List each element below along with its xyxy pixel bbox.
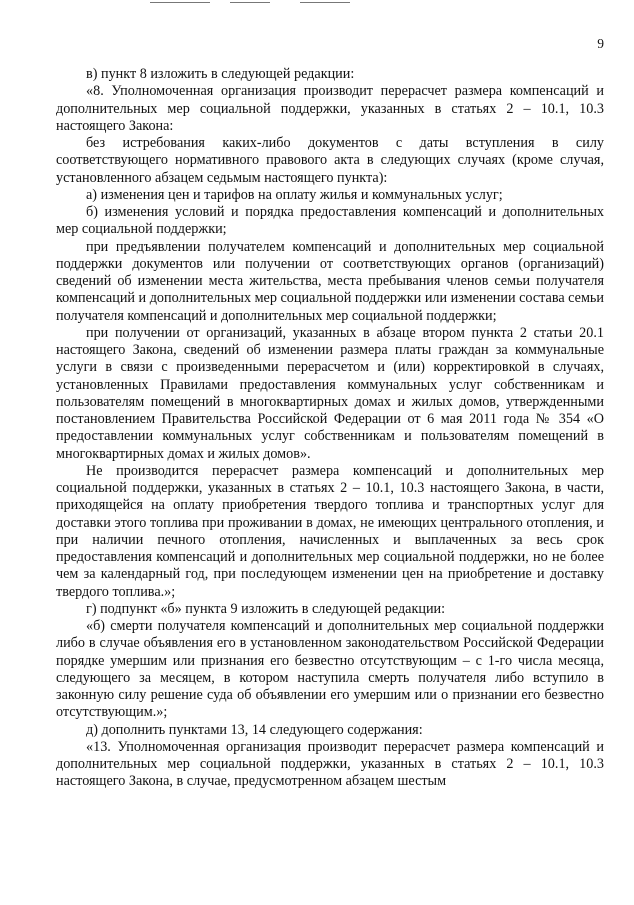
document-body: [56, 66, 604, 790]
paragraph-7: при получении от организаций, указанных в абзаце втором пункта 2 статьи 20.1 настоящего Закона, сведений об изменении размера платы граждан за коммунальные услуги в связи с произведенными перерасчетом и (или) корректировкой в случаях, установленных Правилами предоставления коммунальных услуг собственникам и пользователям помещений в многоквартирных домах и жилых домов, утвержденными постановлением Правительства Российской Федерации от 6 мая 2011 года № 354 «О предоставлении коммунальных услуг собственникам и пользователям помещений в многоквартирных домах и жилых домов».: [56, 324, 604, 462]
paragraph-10: «б) смерти получателя компенсаций и дополнительных мер социальной поддержки либо в случае объявления его в установленном законодательством Российской Федерации порядке умершим или признания его безвестно отсутствующим – с 1-го числа месяца, следующего за месяцем, в котором наступила смерть получателя либо вступило в законную силу решение суда об объявлении его умершим или о признании его безвестно отсутствующим.»;: [56, 618, 604, 721]
paragraph-1: в) пункт 8 изложить в следующей редакции:: [86, 66, 355, 82]
paragraph-12: «13. Уполномоченная организация производит перерасчет размера компенсаций и дополнительных мер социальной поддержки, указанных в статьях 2 – 10.1, 10.3 настоящего Закона, в случае, предусмотренном абзацем шестым: [56, 738, 604, 790]
paragraph-2: «8. Уполномоченная организация производит перерасчет размера компенсаций и дополнительных мер социальной поддержки, указанных в статьях 2 – 10.1, 10.3 настоящего Закона:: [56, 83, 604, 134]
paragraph-8: Не производится перерасчет размера компенсаций и дополнительных мер социальной поддержки, указанных в статьях 2 – 10.1, 10.3 настоящего Закона, в части, приходящейся на оплату приобретения твердого топлива и транспортных услуг для доставки этого топлива при проживании в домах, не имеющих центрального отопления, и при наличии печного отопления, начисленных и выплаченных за весь срок предоставления компенсаций и дополнительных мер социальной поддержки, но не более чем за календарный год, при последующем изменении цен на приобретение и доставку твердого топлива.»;: [56, 462, 604, 600]
paragraph-5: б) изменения условий и порядка предоставления компенсаций и дополнительных мер социальной поддержки;: [56, 204, 604, 238]
paragraph-4: а) изменения цен и тарифов на оплату жилья и коммунальных услуг;: [86, 186, 503, 203]
paragraph-11: д) дополнить пунктами 13, 14 следующего содержания:: [86, 721, 423, 738]
paragraph-9: г) подпункт «б» пункта 9 изложить в следующей редакции:: [86, 600, 446, 617]
paragraph-6: при предъявлении получателем компенсаций и дополнительных мер социальной поддержки документов или получении от соответствующих органов (организаций) сведений об изменении места жительства, места пребывания членов семьи получателя компенсаций и дополнительных мер социальной поддержки или изменении состава семьи получателя компенсаций и дополнительных мер социальной поддержки;: [56, 238, 604, 324]
paragraph-3: без истребования каких-либо документов с даты вступления в силу соответствующего нормативного правового акта в следующих случаях (кроме случая, установленного абзацем седьмым настоящего пункта):: [56, 135, 604, 186]
page-number: 9: [597, 36, 604, 51]
